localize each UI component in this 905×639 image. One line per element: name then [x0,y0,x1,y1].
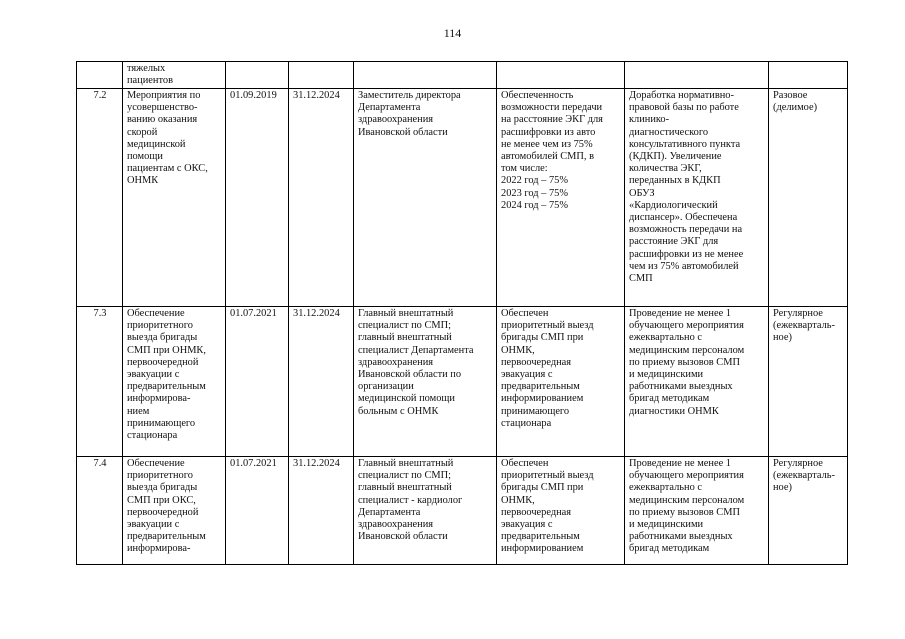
event-cell: Обеспечение приоритетного выезда бригады СМП при ОНМК, первоочередной эвакуации с предварительным информирова- нием принимающего стационара [123,307,226,457]
row-number [77,62,123,89]
event-cell: Обеспечение приоритетного выезда бригады СМП при ОКС, первоочередной эвакуации с предварительным информирова- [123,457,226,565]
table-row [77,457,848,565]
result-cell: Проведение не менее 1 обучающего мероприятия ежеквартально с медицинским персоналом по приему вызовов СМП и медицинскими работниками выездных бригад методикам [625,457,769,565]
row-number: 7.2 [77,89,123,307]
start-date-cell: 01.09.2019 [226,89,289,307]
plan-table [76,61,848,565]
start-date-cell [226,62,289,89]
responsible-cell: Главный внештатный специалист по СМП; главный внештатный специалист Департамента здравоохранения Ивановской области по организации медицинской помощи больным с ОНМК [354,307,497,457]
type-cell: Регулярное (ежекварталь- ное) [769,307,848,457]
continued-row [77,62,848,89]
responsible-cell: Заместитель директора Департамента здравоохранения Ивановской области [354,89,497,307]
start-date-cell: 01.07.2021 [226,457,289,565]
type-cell [769,62,848,89]
end-date-cell [289,62,354,89]
row-number: 7.3 [77,307,123,457]
result-cell: Проведение не менее 1 обучающего мероприятия ежеквартально с медицинским персоналом по приему вызовов СМП и медицинскими работниками выездных бригад методикам диагностики ОНМК [625,307,769,457]
end-date-cell: 31.12.2024 [289,457,354,565]
indicator-cell [497,62,625,89]
row-number: 7.4 [77,457,123,565]
table-row [77,307,848,457]
end-date-cell: 31.12.2024 [289,307,354,457]
event-cell: Мероприятия по усовершенство- ванию оказания скорой медицинской помощи пациентам с ОКС, ОНМК [123,89,226,307]
start-date-cell: 01.07.2021 [226,307,289,457]
result-cell: Доработка нормативно- правовой базы по работе клинико- диагностического консультативного пункта (КДКП). Увеличение количества ЭКГ, переданных в КДКП ОБУЗ «Кардиологический диспансер». Обеспечена возможность передачи на расстояние ЭКГ для расшифровки из не менее чем из 75% автомобилей СМП [625,89,769,307]
page-number: 114 [443,26,462,40]
table-row [77,89,848,307]
event-cell: тяжелых пациентов [123,62,226,89]
indicator-cell: Обеспечен приоритетный выезд бригады СМП при ОНМК, первоочередная эвакуация с предварительным информированием принимающего стационара [497,307,625,457]
indicator-cell: Обеспеченность возможности передачи на расстояние ЭКГ для расшифровки из авто не менее чем из 75% автомобилей СМП, в том числе: 2022 год – 75% 2023 год – 75% 2024 год – 75% [497,89,625,307]
responsible-cell: Главный внештатный специалист по СМП; главный внештатный специалист - кардиолог Департамента здравоохранения Ивановской области [354,457,497,565]
indicator-cell: Обеспечен приоритетный выезд бригады СМП при ОНМК, первоочередная эвакуация с предварительным информированием [497,457,625,565]
responsible-cell [354,62,497,89]
result-cell [625,62,769,89]
type-cell: Разовое (делимое) [769,89,848,307]
type-cell: Регулярное (ежекварталь- ное) [769,457,848,565]
end-date-cell: 31.12.2024 [289,89,354,307]
